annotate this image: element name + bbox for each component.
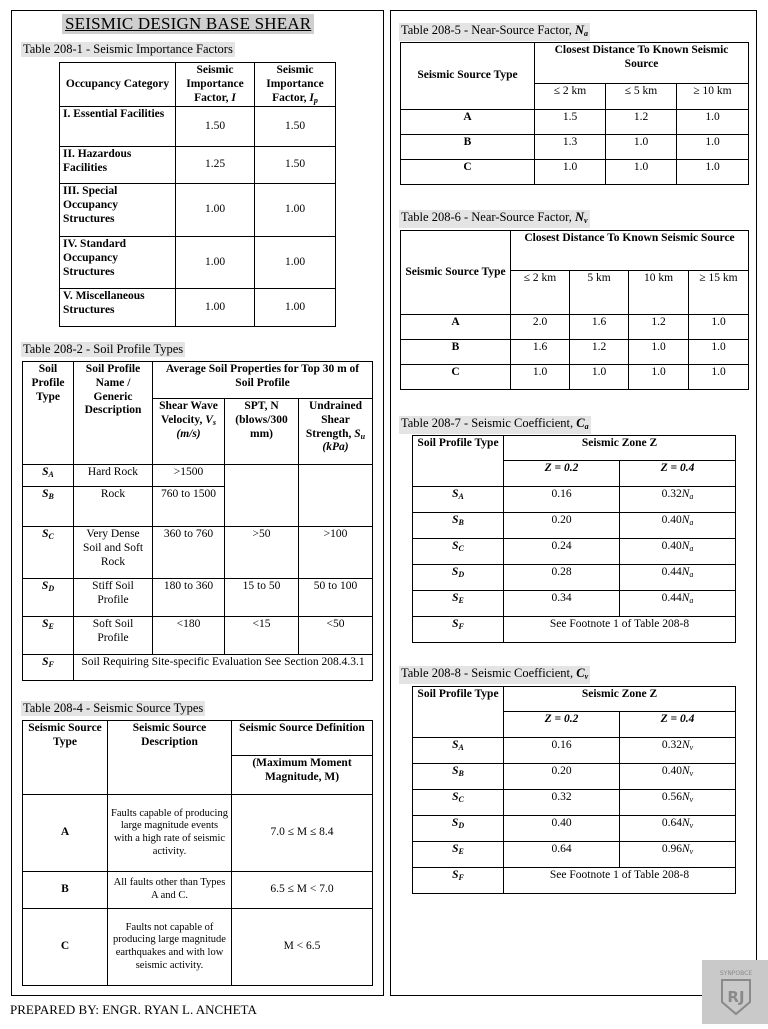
header-soil-name: Soil Profile Name / Generic Description: [74, 362, 153, 465]
table-row: [413, 591, 736, 617]
importance-factor-i: 1.00: [176, 237, 255, 289]
table-row: [401, 160, 749, 185]
source-magnitude: 6.5 ≤ M < 7.0: [232, 872, 373, 909]
header-source-description: Seismic Source Description: [108, 721, 232, 795]
table-row: [401, 315, 749, 340]
table-row: [413, 565, 736, 591]
table-row: [413, 513, 736, 539]
table-208-5-caption: Table 208-5 - Near-Source Factor, $N_a$: [399, 23, 590, 41]
source-type: A: [401, 315, 511, 340]
coefficient-z04: $0.96N_v$: [620, 842, 736, 868]
source-type: C: [401, 365, 511, 390]
header-cv-soil-type: Soil Profile Type: [413, 687, 504, 738]
header-undrained: Undrained Shear Strength, $S_u$ (kPa): [299, 399, 373, 465]
table-208-7-caption: Table 208-7 - Seismic Coefficient, $C_a$: [399, 416, 591, 434]
occupancy-category: I. Essential Facilities: [60, 107, 176, 147]
table-row: [60, 147, 336, 184]
spt-value: >50: [225, 527, 299, 579]
header-na-distance: Closest Distance To Known Seismic Source: [535, 43, 749, 84]
shear-wave-velocity: <180: [153, 617, 225, 655]
coefficient-z02: 0.24: [504, 539, 620, 565]
coefficient-z02: 0.34: [504, 591, 620, 617]
near-source-value: 1.0: [689, 315, 749, 340]
table-row: [23, 617, 373, 655]
source-type: A: [401, 110, 535, 135]
source-type: B: [23, 872, 108, 909]
occupancy-category: II. Hazardous Facilities: [60, 147, 176, 184]
table-row-sf: [23, 655, 373, 681]
distance-column: ≥ 10 km: [677, 84, 749, 110]
table-208-8-body: [413, 738, 736, 868]
importance-factor-ip: 1.00: [255, 289, 336, 327]
table-row: [60, 107, 336, 147]
table-208-8: [412, 686, 736, 894]
su-empty: [299, 465, 373, 527]
table-row: [401, 365, 749, 390]
table-row: [413, 539, 736, 565]
header-average-properties: Average Soil Properties for Top 30 m of Soil Profile: [153, 362, 373, 399]
soil-type: $S_D$: [23, 579, 74, 617]
table-208-5: [400, 42, 749, 185]
table-208-2-caption: Table 208-2 - Soil Profile Types: [23, 342, 184, 356]
table-row-sf: [413, 617, 736, 643]
coefficient-z04: $0.44N_a$: [620, 591, 736, 617]
coefficient-z04: $0.32N_a$: [620, 487, 736, 513]
coefficient-z02: 0.28: [504, 565, 620, 591]
occupancy-category: III. Special Occupancy Structures: [60, 184, 176, 237]
zone-column: Z = 0.4: [620, 461, 736, 487]
distance-column: ≤ 2 km: [535, 84, 606, 110]
sf-evaluation-text: Soil Requiring Site-specific Evaluation See Section 208.4.3.1: [74, 655, 373, 681]
source-type: C: [401, 160, 535, 185]
cv-soil-type-sf: $S_F$: [413, 868, 504, 894]
soil-name: Very Dense Soil and Soft Rock: [74, 527, 153, 579]
distance-column: 10 km: [629, 271, 689, 315]
importance-factor-i: 1.50: [176, 107, 255, 147]
near-source-value: 1.5: [535, 110, 606, 135]
cv-footnote: See Footnote 1 of Table 208-8: [504, 868, 736, 894]
header-soil-type: Soil Profile Type: [23, 362, 74, 465]
soil-type: $S_D$: [413, 565, 504, 591]
header-source-type: Seismic Source Type: [23, 721, 108, 795]
near-source-value: 1.0: [511, 365, 570, 390]
logo: [702, 960, 768, 1024]
table-row: [23, 579, 373, 617]
prepared-by: PREPARED BY: ENGR. RYAN L. ANCHETA: [10, 1002, 257, 1017]
svg-text:RJ: RJ: [727, 988, 745, 1006]
soil-type: $S_B$: [413, 764, 504, 790]
near-source-value: 1.0: [629, 340, 689, 365]
table-row: [23, 465, 373, 487]
coefficient-z04: $0.44N_a$: [620, 565, 736, 591]
table-row: [413, 738, 736, 764]
near-source-value: 1.0: [606, 160, 677, 185]
table-row: [413, 764, 736, 790]
spt-value: <15: [225, 617, 299, 655]
table-row: [413, 816, 736, 842]
coefficient-z02: 0.32: [504, 790, 620, 816]
soil-type: $S_A$: [413, 487, 504, 513]
table-row: [413, 790, 736, 816]
table-208-7: [412, 435, 736, 643]
soil-type: $S_C$: [413, 790, 504, 816]
svg-text:SYNPOBCE: SYNPOBCE: [719, 970, 753, 977]
importance-factor-i: 1.25: [176, 147, 255, 184]
soil-name: Hard Rock: [74, 465, 153, 487]
soil-type: $S_D$: [413, 816, 504, 842]
near-source-value: 1.0: [677, 160, 749, 185]
table-208-6-caption: Table 208-6 - Near-Source Factor, $N_v$: [399, 210, 590, 228]
occupancy-category: V. Miscellaneous Structures: [60, 289, 176, 327]
coefficient-z04: $0.32N_v$: [620, 738, 736, 764]
table-208-7-body: [413, 487, 736, 617]
near-source-value: 1.6: [511, 340, 570, 365]
header-ca-zone: Seismic Zone Z: [504, 436, 736, 461]
header-occupancy: Occupancy Category: [60, 63, 176, 107]
near-source-value: 1.2: [629, 315, 689, 340]
shear-wave-velocity: 760 to 1500: [153, 487, 225, 527]
header-spt: SPT, N (blows/300 mm): [225, 399, 299, 465]
coefficient-z02: 0.16: [504, 487, 620, 513]
importance-factor-ip: 1.00: [255, 237, 336, 289]
soil-type: $S_E$: [23, 617, 74, 655]
soil-type: $S_E$: [413, 842, 504, 868]
coefficient-z02: 0.16: [504, 738, 620, 764]
soil-name: Stiff Soil Profile: [74, 579, 153, 617]
header-max-magnitude: (Maximum Moment Magnitude, M): [232, 756, 373, 795]
table-208-6: [400, 230, 749, 390]
ca-soil-type-sf: $S_F$: [413, 617, 504, 643]
undrained-strength: 50 to 100: [299, 579, 373, 617]
table-208-2: [22, 361, 373, 681]
soil-type: $S_B$: [23, 487, 74, 527]
soil-type: $S_C$: [413, 539, 504, 565]
distance-column: 5 km: [570, 271, 629, 315]
undrained-strength: <50: [299, 617, 373, 655]
table-208-8-caption: Table 208-8 - Seismic Coefficient, $C_v$: [399, 666, 590, 684]
coefficient-z02: 0.40: [504, 816, 620, 842]
soil-type: $S_B$: [413, 513, 504, 539]
soil-type: $S_A$: [413, 738, 504, 764]
source-magnitude: M < 6.5: [232, 909, 373, 986]
coefficient-z04: $0.40N_v$: [620, 764, 736, 790]
header-source-definition: Seismic Source Definition: [232, 721, 373, 756]
coefficient-z04: $0.56N_v$: [620, 790, 736, 816]
table-row: [60, 184, 336, 237]
table-row: [23, 872, 373, 909]
soil-name: Soft Soil Profile: [74, 617, 153, 655]
table-208-2-body: [23, 465, 373, 655]
source-magnitude: 7.0 ≤ M ≤ 8.4: [232, 795, 373, 872]
table-row: [60, 237, 336, 289]
table-208-4-caption: Table 208-4 - Seismic Source Types: [23, 701, 204, 715]
header-cv-zone: Seismic Zone Z: [504, 687, 736, 712]
table-208-4-body: [23, 795, 373, 986]
shear-wave-velocity: 180 to 360: [153, 579, 225, 617]
source-description: Faults not capable of producing large magnitude earthquakes and with low seismic activity.: [108, 909, 232, 986]
soil-type: $S_C$: [23, 527, 74, 579]
table-row: [23, 795, 373, 872]
source-type: B: [401, 340, 511, 365]
near-source-value: 2.0: [511, 315, 570, 340]
zone-column: Z = 0.2: [504, 461, 620, 487]
near-source-value: 1.0: [689, 365, 749, 390]
header-shear-wave: Shear Wave Velocity, $V_s$ (m/s): [153, 399, 225, 465]
table-208-1-caption: Table 208-1 - Seismic Importance Factors: [23, 42, 233, 56]
header-ca-soil-type: Soil Profile Type: [413, 436, 504, 487]
table-row: [413, 842, 736, 868]
importance-factor-i: 1.00: [176, 184, 255, 237]
header-nv-distance: Closest Distance To Known Seismic Source: [511, 231, 749, 271]
shear-wave-velocity: 360 to 760: [153, 527, 225, 579]
distance-column: ≤ 2 km: [511, 271, 570, 315]
distance-column: ≥ 15 km: [689, 271, 749, 315]
spt-value: 15 to 50: [225, 579, 299, 617]
undrained-strength: >100: [299, 527, 373, 579]
coefficient-z04: $0.40N_a$: [620, 539, 736, 565]
coefficient-z02: 0.64: [504, 842, 620, 868]
near-source-value: 1.0: [535, 160, 606, 185]
header-nv-source-type: Seismic Source Type: [401, 231, 511, 315]
spt-empty: [225, 465, 299, 527]
table-row: [413, 487, 736, 513]
header-na-source-type: Seismic Source Type: [401, 43, 535, 110]
coefficient-z04: $0.64N_v$: [620, 816, 736, 842]
near-source-value: 1.3: [535, 135, 606, 160]
table-row: [23, 909, 373, 986]
table-row-sf: [413, 868, 736, 894]
near-source-value: 1.6: [570, 315, 629, 340]
near-source-value: 1.0: [689, 340, 749, 365]
zone-column: Z = 0.2: [504, 712, 620, 738]
table-208-6-body: [401, 315, 749, 390]
source-description: All faults other than Types A and C.: [108, 872, 232, 909]
table-208-4: [22, 720, 373, 986]
soil-type-sf: $S_F$: [23, 655, 74, 681]
header-importance-ip: Seismic Importance Factor, $I_p$: [255, 63, 336, 107]
near-source-value: 1.0: [677, 135, 749, 160]
source-type: A: [23, 795, 108, 872]
source-type: B: [401, 135, 535, 160]
near-source-value: 1.2: [570, 340, 629, 365]
source-type: C: [23, 909, 108, 986]
table-row: [401, 340, 749, 365]
coefficient-z04: $0.40N_a$: [620, 513, 736, 539]
distance-column: ≤ 5 km: [606, 84, 677, 110]
occupancy-category: IV. Standard Occupancy Structures: [60, 237, 176, 289]
near-source-value: 1.0: [677, 110, 749, 135]
zone-column: Z = 0.4: [620, 712, 736, 738]
near-source-value: 1.2: [606, 110, 677, 135]
near-source-value: 1.0: [629, 365, 689, 390]
table-208-1: [59, 62, 336, 327]
table-208-1-body: [60, 107, 336, 327]
importance-factor-ip: 1.50: [255, 107, 336, 147]
importance-factor-ip: 1.00: [255, 184, 336, 237]
importance-factor-i: 1.00: [176, 289, 255, 327]
page-title: SEISMIC DESIGN BASE SHEAR: [62, 14, 314, 34]
table-row: [401, 135, 749, 160]
soil-name: Rock: [74, 487, 153, 527]
near-source-value: 1.0: [570, 365, 629, 390]
coefficient-z02: 0.20: [504, 764, 620, 790]
table-208-5-body: [401, 110, 749, 185]
logo-shield-icon: [702, 960, 768, 1024]
shear-wave-velocity: >1500: [153, 465, 225, 487]
soil-type: $S_A$: [23, 465, 74, 487]
near-source-value: 1.0: [606, 135, 677, 160]
ca-footnote: See Footnote 1 of Table 208-8: [504, 617, 736, 643]
table-row: [23, 527, 373, 579]
table-row: [401, 110, 749, 135]
header-importance-i: Seismic Importance Factor, I: [176, 63, 255, 107]
source-description: Faults capable of producing large magnitude events with a high rate of seismic activity.: [108, 795, 232, 872]
soil-type: $S_E$: [413, 591, 504, 617]
coefficient-z02: 0.20: [504, 513, 620, 539]
importance-factor-ip: 1.50: [255, 147, 336, 184]
table-row: [60, 289, 336, 327]
